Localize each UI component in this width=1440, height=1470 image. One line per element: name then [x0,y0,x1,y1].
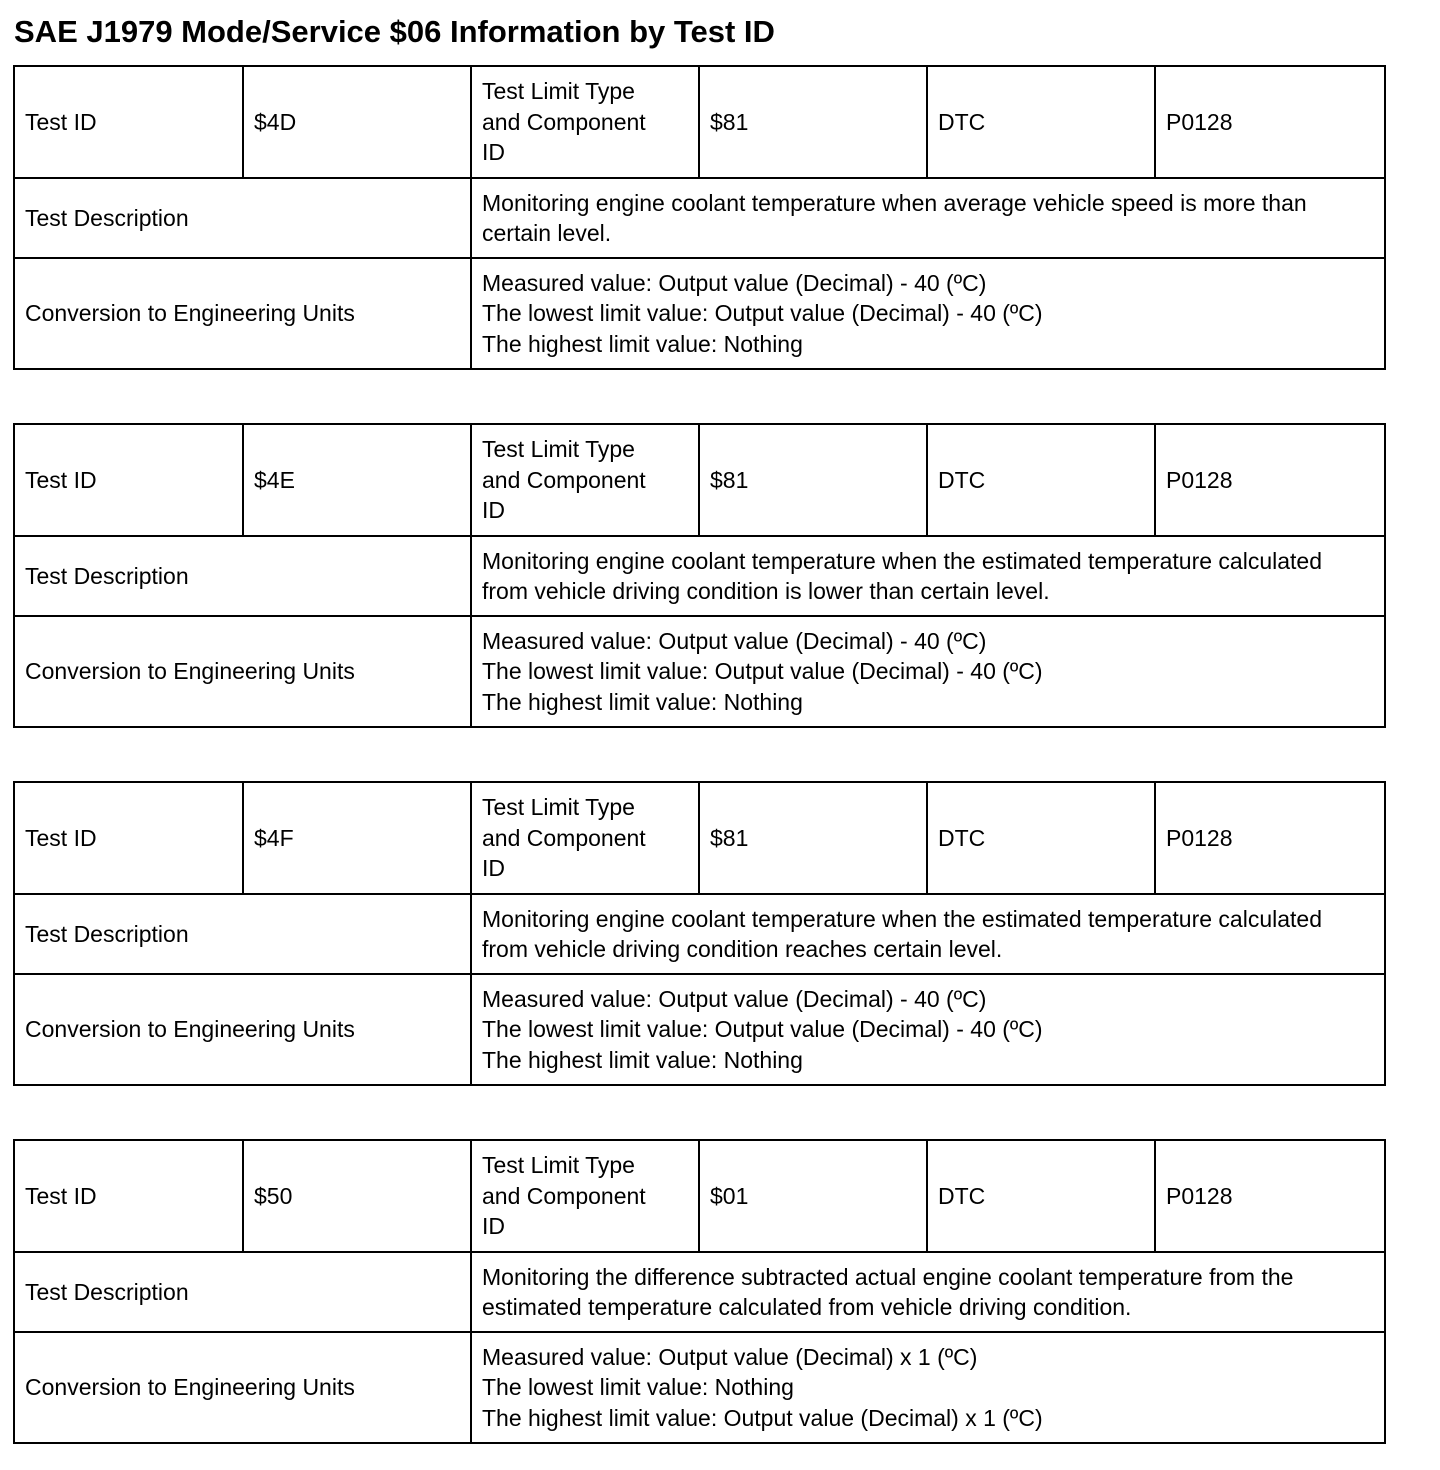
dtc-label: DTC [927,424,1155,536]
test-description-value: Monitoring engine coolant temperature when the estimated temperature calculated from vehicle driving condition is lower than certain level. [471,536,1385,616]
conversion-label: Conversion to Engineering Units [14,258,471,369]
limit-type-label: Test Limit Type and Component ID [471,782,699,894]
test-description-row [14,536,1385,616]
limit-type-label: Test Limit Type and Component ID [471,1140,699,1252]
limit-type-label: Test Limit Type and Component ID [471,66,699,178]
test-table [13,423,1386,728]
test-id-row [14,424,1385,536]
test-id-row [14,66,1385,178]
conversion-value: Measured value: Output value (Decimal) - 40 (ºC) The lowest limit value: Output value (Decimal) - 40 (ºC) The highest limit value: Nothing [471,616,1385,727]
conversion-row [14,258,1385,369]
limit-type-value: $81 [699,66,927,178]
test-id-label: Test ID [14,782,243,894]
conversion-label: Conversion to Engineering Units [14,974,471,1085]
limit-type-value: $81 [699,424,927,536]
test-description-label: Test Description [14,894,471,974]
test-description-row [14,1252,1385,1332]
test-description-label: Test Description [14,536,471,616]
conversion-label: Conversion to Engineering Units [14,1332,471,1443]
dtc-value: P0128 [1155,66,1385,178]
conversion-row [14,974,1385,1085]
dtc-label: DTC [927,1140,1155,1252]
dtc-label: DTC [927,782,1155,894]
test-id-label: Test ID [14,1140,243,1252]
test-description-value: Monitoring engine coolant temperature when average vehicle speed is more than certain level. [471,178,1385,258]
conversion-value: Measured value: Output value (Decimal) x 1 (ºC) The lowest limit value: Nothing The highest limit value: Output value (Decimal) x 1 (ºC) [471,1332,1385,1443]
test-table [13,781,1386,1086]
test-id-value: $50 [243,1140,471,1252]
limit-type-value: $81 [699,782,927,894]
conversion-row [14,616,1385,727]
dtc-label: DTC [927,66,1155,178]
dtc-value: P0128 [1155,782,1385,894]
conversion-label: Conversion to Engineering Units [14,616,471,727]
limit-type-label: Test Limit Type and Component ID [471,424,699,536]
conversion-value: Measured value: Output value (Decimal) - 40 (ºC) The lowest limit value: Output value (Decimal) - 40 (ºC) The highest limit value: Nothing [471,258,1385,369]
test-description-value: Monitoring engine coolant temperature when the estimated temperature calculated from vehicle driving condition reaches certain level. [471,894,1385,974]
dtc-value: P0128 [1155,424,1385,536]
test-table [13,1139,1386,1444]
conversion-value: Measured value: Output value (Decimal) - 40 (ºC) The lowest limit value: Output value (Decimal) - 40 (ºC) The highest limit value: Nothing [471,974,1385,1085]
test-description-label: Test Description [14,1252,471,1332]
test-id-label: Test ID [14,424,243,536]
limit-type-value: $01 [699,1140,927,1252]
test-id-row [14,1140,1385,1252]
test-description-row [14,178,1385,258]
test-description-value: Monitoring the difference subtracted actual engine coolant temperature from the estimated temperature calculated from vehicle driving condition. [471,1252,1385,1332]
test-table [13,65,1386,370]
dtc-value: P0128 [1155,1140,1385,1252]
test-id-row [14,782,1385,894]
page-title: SAE J1979 Mode/Service $06 Information by Test ID [14,14,775,49]
test-id-value: $4F [243,782,471,894]
test-id-label: Test ID [14,66,243,178]
conversion-row [14,1332,1385,1443]
test-description-row [14,894,1385,974]
test-description-label: Test Description [14,178,471,258]
test-id-value: $4D [243,66,471,178]
test-id-value: $4E [243,424,471,536]
